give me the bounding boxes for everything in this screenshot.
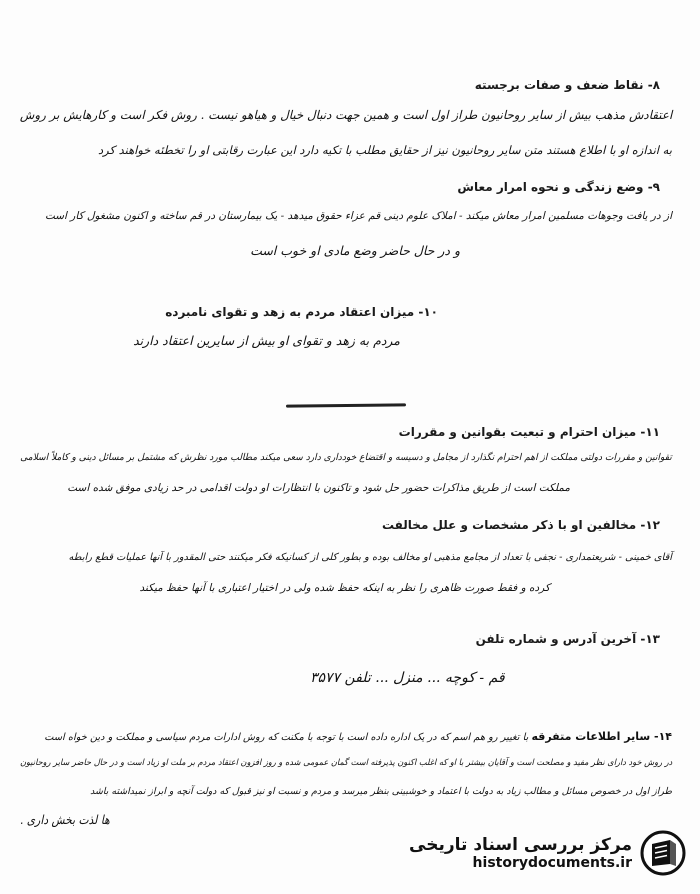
section-12-title: ۱۲- مخالفین او با ذکر مشخصات و علل مخالفت — [381, 518, 660, 532]
section-13-title: ۱۳- آخرین آدرس و شماره تلفن — [475, 632, 660, 646]
section-9-line-2: و در حال حاضر وضع مادی او خوب است — [250, 243, 460, 258]
watermark — [409, 830, 686, 876]
section-9-title: ۹- وضع زندگی و نحوه امرار معاش — [457, 180, 660, 194]
section-14-line-3: طراز اول در خصوص مسائل و مطالب زیاد به دولت با اعتماد و خوشبینی بنظر میرسد و مردم و نسبت او نیز قبول که دولت آنچه و ابراز نمیداشته باشد — [90, 786, 672, 797]
archive-logo-icon — [640, 830, 686, 876]
section-11-line-1: تقوانین و مقررات دولتی مملکت از اهم احترام نگذارد از مجامل و دسیسه و اقتضاع خودداری دارد سعی میکند مطالب مورد نظرش که مشتمل بر مسائل دینی و کاملاً اسلامی — [20, 452, 672, 463]
section-9-line-1: از در یافت وجوهات مسلمین امرار معاش میکند - املاک علوم دینی قم عزاء حقوق میدهد - یک بیمارستان در قم ساخته و اکنون مشغول کار است — [44, 210, 672, 222]
address-phone-line: قم - کوچه ... منزل ... تلفن ۳۵۷۷ — [310, 670, 505, 686]
section-8-title: ۸- نقاط ضعف و صفات برجسته — [474, 78, 660, 92]
section-14-line-1 — [44, 730, 672, 743]
section-8-line-1: اعتقادش مذهب بیش از سایر روحانیون طراز اول است و همین جهت دنبال خیال و هیاهو نیست . روش فکر است و کارهایش بر روش — [19, 108, 672, 122]
divider-line — [286, 403, 406, 407]
section-12-line-1: آقای خمینی - شریعتمداری - نجفی با تعداد از مجامع مذهبی او مخالف بوده و بطور کلی از کسانیکه فکر میکنند حتی المقدور با آنها عملیات قطع رابطه — [68, 552, 672, 563]
section-11-line-2: مملکت است از طریق مذاکرات حضور حل شود و تاکنون با انتظارات او دولت اقدامی در حد زیادی موفق شده است — [67, 482, 570, 494]
section-12-line-2: کرده و فقط صورت ظاهری را نظر به اینکه حفظ شده ولی در اختیار اعتباری با آنها حفظ میکند — [139, 582, 550, 594]
section-14-line-2: در روش خود دارای نظر مفید و مصلحت است و آقایان بیشتر با او که اغلب اکنون پذیرفته است گمان عمومی شده و روز افزون اعتقاد مردم بر ملت او زیاد است و در حال حاضر سایر روحانیون — [19, 758, 672, 768]
section-10-line-1: مردم به زهد و تقوای او بیش از سایرین اعتقاد دارند — [133, 333, 400, 348]
section-8-line-2: به اندازه او با اطلاع هستند متن سایر روحانیون نیز از حقایق مطلب با تکیه دارد این عبارت رقابتی او را تخطئه خواهند کرد — [97, 143, 672, 157]
section-11-title: ۱۱- میزان احترام و تبعیت بقوانین و مقررات — [398, 425, 660, 439]
section-14-text-1: با تغییر رو هم اسم که در یک اداره داده است با توجه با مکنت که روش ادارات مردم سیاسی و مملکت و دین خواه است — [44, 732, 529, 743]
section-10-title: ۱۰- میزان اعتقاد مردم به زهد و تقوای نامبرده — [165, 305, 438, 319]
watermark-title: مرکز بررسی اسناد تاریخی — [409, 835, 632, 855]
section-14-line-4: ها لذت بخش داری . — [20, 812, 110, 827]
section-14-title: ۱۴- سایر اطلاعات متفرقه — [531, 730, 672, 743]
watermark-url: historydocuments.ir — [472, 855, 632, 871]
